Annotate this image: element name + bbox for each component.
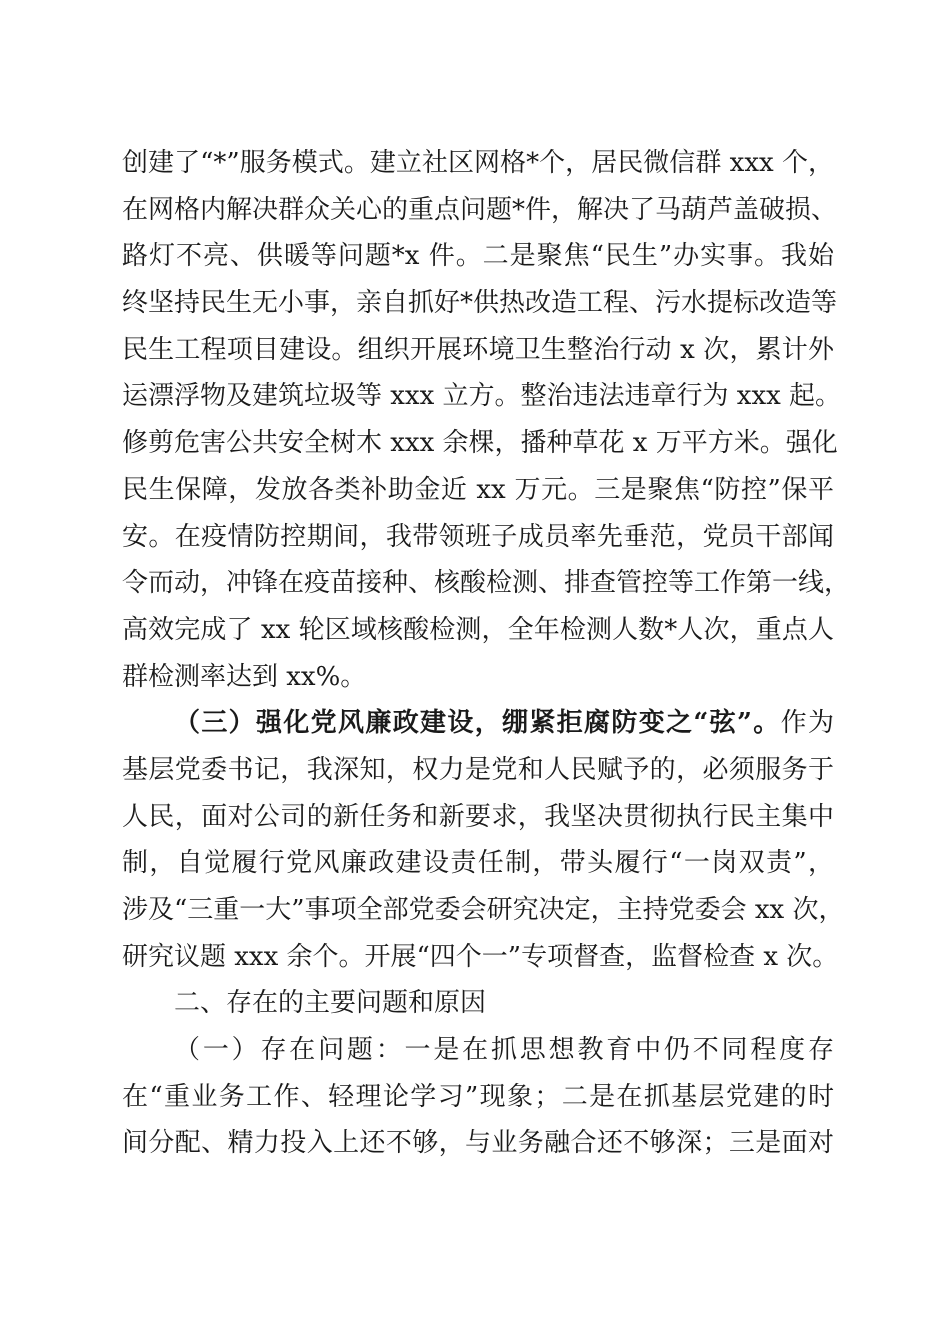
paragraph-1 bbox=[122, 140, 851, 700]
text-line: 令而动，冲锋在疫苗接种、核酸检测、排查管控等工作第一线， bbox=[122, 568, 851, 599]
text-line: 研究议题 xxx 余个。开展“四个一”专项督查，监督检查 x 次。 bbox=[122, 941, 839, 972]
paragraph-3 bbox=[122, 1027, 834, 1167]
text-line: （一）存在问题：一是在抓思想教育中仍不同程度存 bbox=[174, 1035, 834, 1066]
text-line: 涉及“三重一大”事项全部党委会研究决定，主持党委会 xx 次， bbox=[122, 895, 845, 925]
text-line: 安。在疫情防控期间，我带领班子成员率先垂范，党员干部闻 bbox=[122, 521, 834, 552]
document-page bbox=[122, 140, 851, 1167]
text-line bbox=[122, 700, 834, 747]
text-line: 运漂浮物及建筑垃圾等 xxx 立方。整治违法违章行为 xxx 起。 bbox=[122, 381, 842, 412]
text-line: 民生保障，发放各类补助金近 xx 万元。三是聚焦“防控”保平 bbox=[122, 474, 834, 505]
text-line: 群检测率达到 xx%。 bbox=[122, 661, 367, 692]
paragraph-2 bbox=[122, 700, 845, 980]
text-line: 高效完成了 xx 轮区域核酸检测，全年检测人数*人次，重点人 bbox=[122, 614, 834, 645]
text-line: 修剪危害公共安全树木 xxx 余棵，播种草花 x 万平方米。强化 bbox=[122, 428, 838, 459]
text-line: 创建了“*”服务模式。建立社区网格*个，居民微信群 xxx 个， bbox=[122, 148, 834, 178]
text-line: 在“重业务工作、轻理论学习”现象；二是在抓基层党建的时 bbox=[122, 1081, 834, 1112]
text-line: 间分配、精力投入上还不够，与业务融合还不够深；三是面对 bbox=[122, 1128, 834, 1159]
text-line: 路灯不亮、供暖等问题*x 件。二是聚焦“民生”办实事。我始 bbox=[122, 241, 834, 272]
section-heading: 二、存在的主要问题和原因 bbox=[174, 988, 487, 1019]
text-line: 在网格内解决群众关心的重点问题*件，解决了马葫芦盖破损、 bbox=[122, 194, 838, 225]
text-line: 人民，面对公司的新任务和新要求，我坚决贯彻执行民主集中 bbox=[122, 801, 834, 832]
text-line: 基层党委书记，我深知，权力是党和人民赋予的，必须服务于 bbox=[122, 754, 834, 785]
text-line: 制，自觉履行党风廉政建设责任制，带头履行“一岗双责”， bbox=[122, 848, 834, 879]
text-line: 民生工程项目建设。组织开展环境卫生整治行动 x 次，累计外 bbox=[122, 334, 834, 365]
text-line: 终坚持民生无小事，亲自抓好*供热改造工程、污水提标改造等 bbox=[122, 288, 838, 319]
subsection-heading: （三）强化党风廉政建设，绷紧拒腐防变之“弦”。 bbox=[174, 708, 781, 739]
heading-continuation: 作为 bbox=[780, 708, 834, 739]
